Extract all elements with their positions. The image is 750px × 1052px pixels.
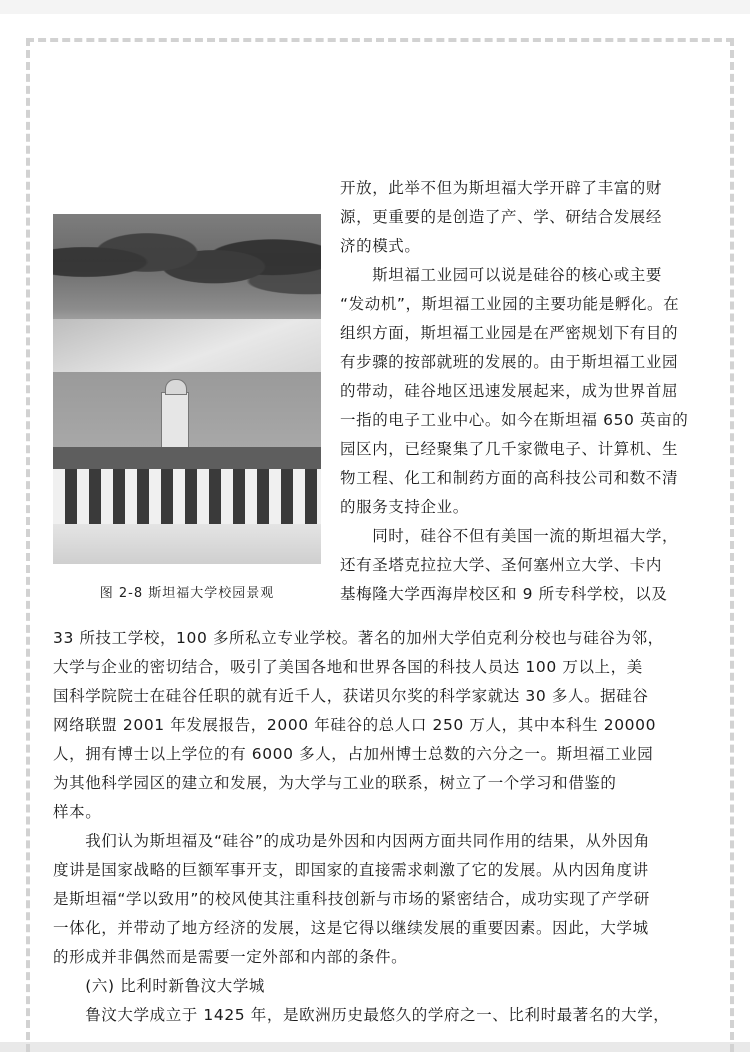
text-line: 同时，硅谷不但有美国一流的斯坦福大学， (340, 527, 679, 545)
field (53, 319, 321, 372)
text-line: 基梅隆大学西海岸校区和 9 所专科学校，以及 (340, 585, 668, 603)
roof (53, 447, 321, 469)
campus-photo (53, 214, 321, 564)
text-line: 网络联盟 2001 年发展报告，2000 年硅谷的总人口 250 万人，其中本科生 20000 (53, 716, 657, 734)
text-line: 是斯坦福“学以致用”的校风使其注重科技创新与市场的紧密结合，成功实现了产学研 (53, 890, 650, 908)
text-line: 的带动，硅谷地区迅速发展起来，成为世界首屈 (340, 382, 679, 400)
text-line: 物工程、化工和制药方面的高科技公司和数不清 (340, 469, 679, 487)
text-line: 源，更重要的是创造了产、学、研结合发展经 (340, 208, 663, 226)
text-line: 人，拥有博士以上学位的有 6000 多人，占加州博士总数的六分之一。斯坦福工业园 (53, 745, 654, 763)
text-line: 33 所技工学校，100 多所私立专业学校。著名的加州大学伯克利分校也与硅谷为邻， (53, 629, 664, 647)
right-column-text (340, 174, 720, 609)
text-line: 为其他科学园区的建立和发展，为大学与工业的联系，树立了一个学习和借鉴的 (53, 774, 617, 792)
text-line: 园区内，已经聚集了几千家微电子、计算机、生 (340, 440, 679, 458)
text-line: “发动机”，斯坦福工业园的主要功能是孵化。在 (340, 295, 680, 313)
campus-landscape-photo (53, 214, 321, 372)
text-line: 大学与企业的密切结合，吸引了美国各地和世界各国的科技人员达 100 万以上，美 (53, 658, 643, 676)
trees (53, 224, 321, 319)
text-line: 一指的电子工业中心。如今在斯坦福 650 英亩的 (340, 411, 689, 429)
text-line: 斯坦福工业园可以说是硅谷的核心或主要 (340, 266, 663, 284)
text-line: 济的模式。 (340, 237, 421, 255)
text-line: 组织方面，斯坦福工业园是在严密规划下有目的 (340, 324, 679, 342)
text-line: 样本。 (53, 803, 102, 821)
top-band (0, 0, 750, 14)
text-line: 国科学院院士在硅谷任职的就有近千人，获诺贝尔奖的科学家就达 30 多人。据硅谷 (53, 687, 649, 705)
full-width-text (53, 624, 723, 1030)
text-line: 鲁汶大学成立于 1425 年，是欧洲历史最悠久的学府之一、比利时最著名的大学， (53, 1006, 670, 1024)
campus-arcade-photo (53, 372, 321, 564)
section-heading: (六) 比利时新鲁汶大学城 (53, 977, 266, 995)
text-line: 的形成并非偶然而是需要一定外部和内部的条件。 (53, 948, 408, 966)
text-line: 有步骤的按部就班的发展的。由于斯坦福工业园 (340, 353, 679, 371)
text-line: 开放，此举不但为斯坦福大学开辟了丰富的财 (340, 179, 663, 197)
text-line: 度讲是国家战略的巨额军事开支，即国家的直接需求刺激了它的发展。从内因角度讲 (53, 861, 649, 879)
text-line: 还有圣塔克拉拉大学、圣何塞州立大学、卡内 (340, 556, 663, 574)
text-line: 我们认为斯坦福及“硅谷”的成功是外因和内因两方面共同作用的结果，从外因角 (53, 832, 650, 850)
figure-caption: 图 2-8 斯坦福大学校园景观 (99, 586, 275, 601)
text-line: 的服务支持企业。 (340, 498, 469, 516)
arcade (53, 469, 321, 524)
courtyard (53, 524, 321, 564)
text-line: 一体化，并带动了地方经济的发展，这是它得以继续发展的重要因素。因此，大学城 (53, 919, 649, 937)
